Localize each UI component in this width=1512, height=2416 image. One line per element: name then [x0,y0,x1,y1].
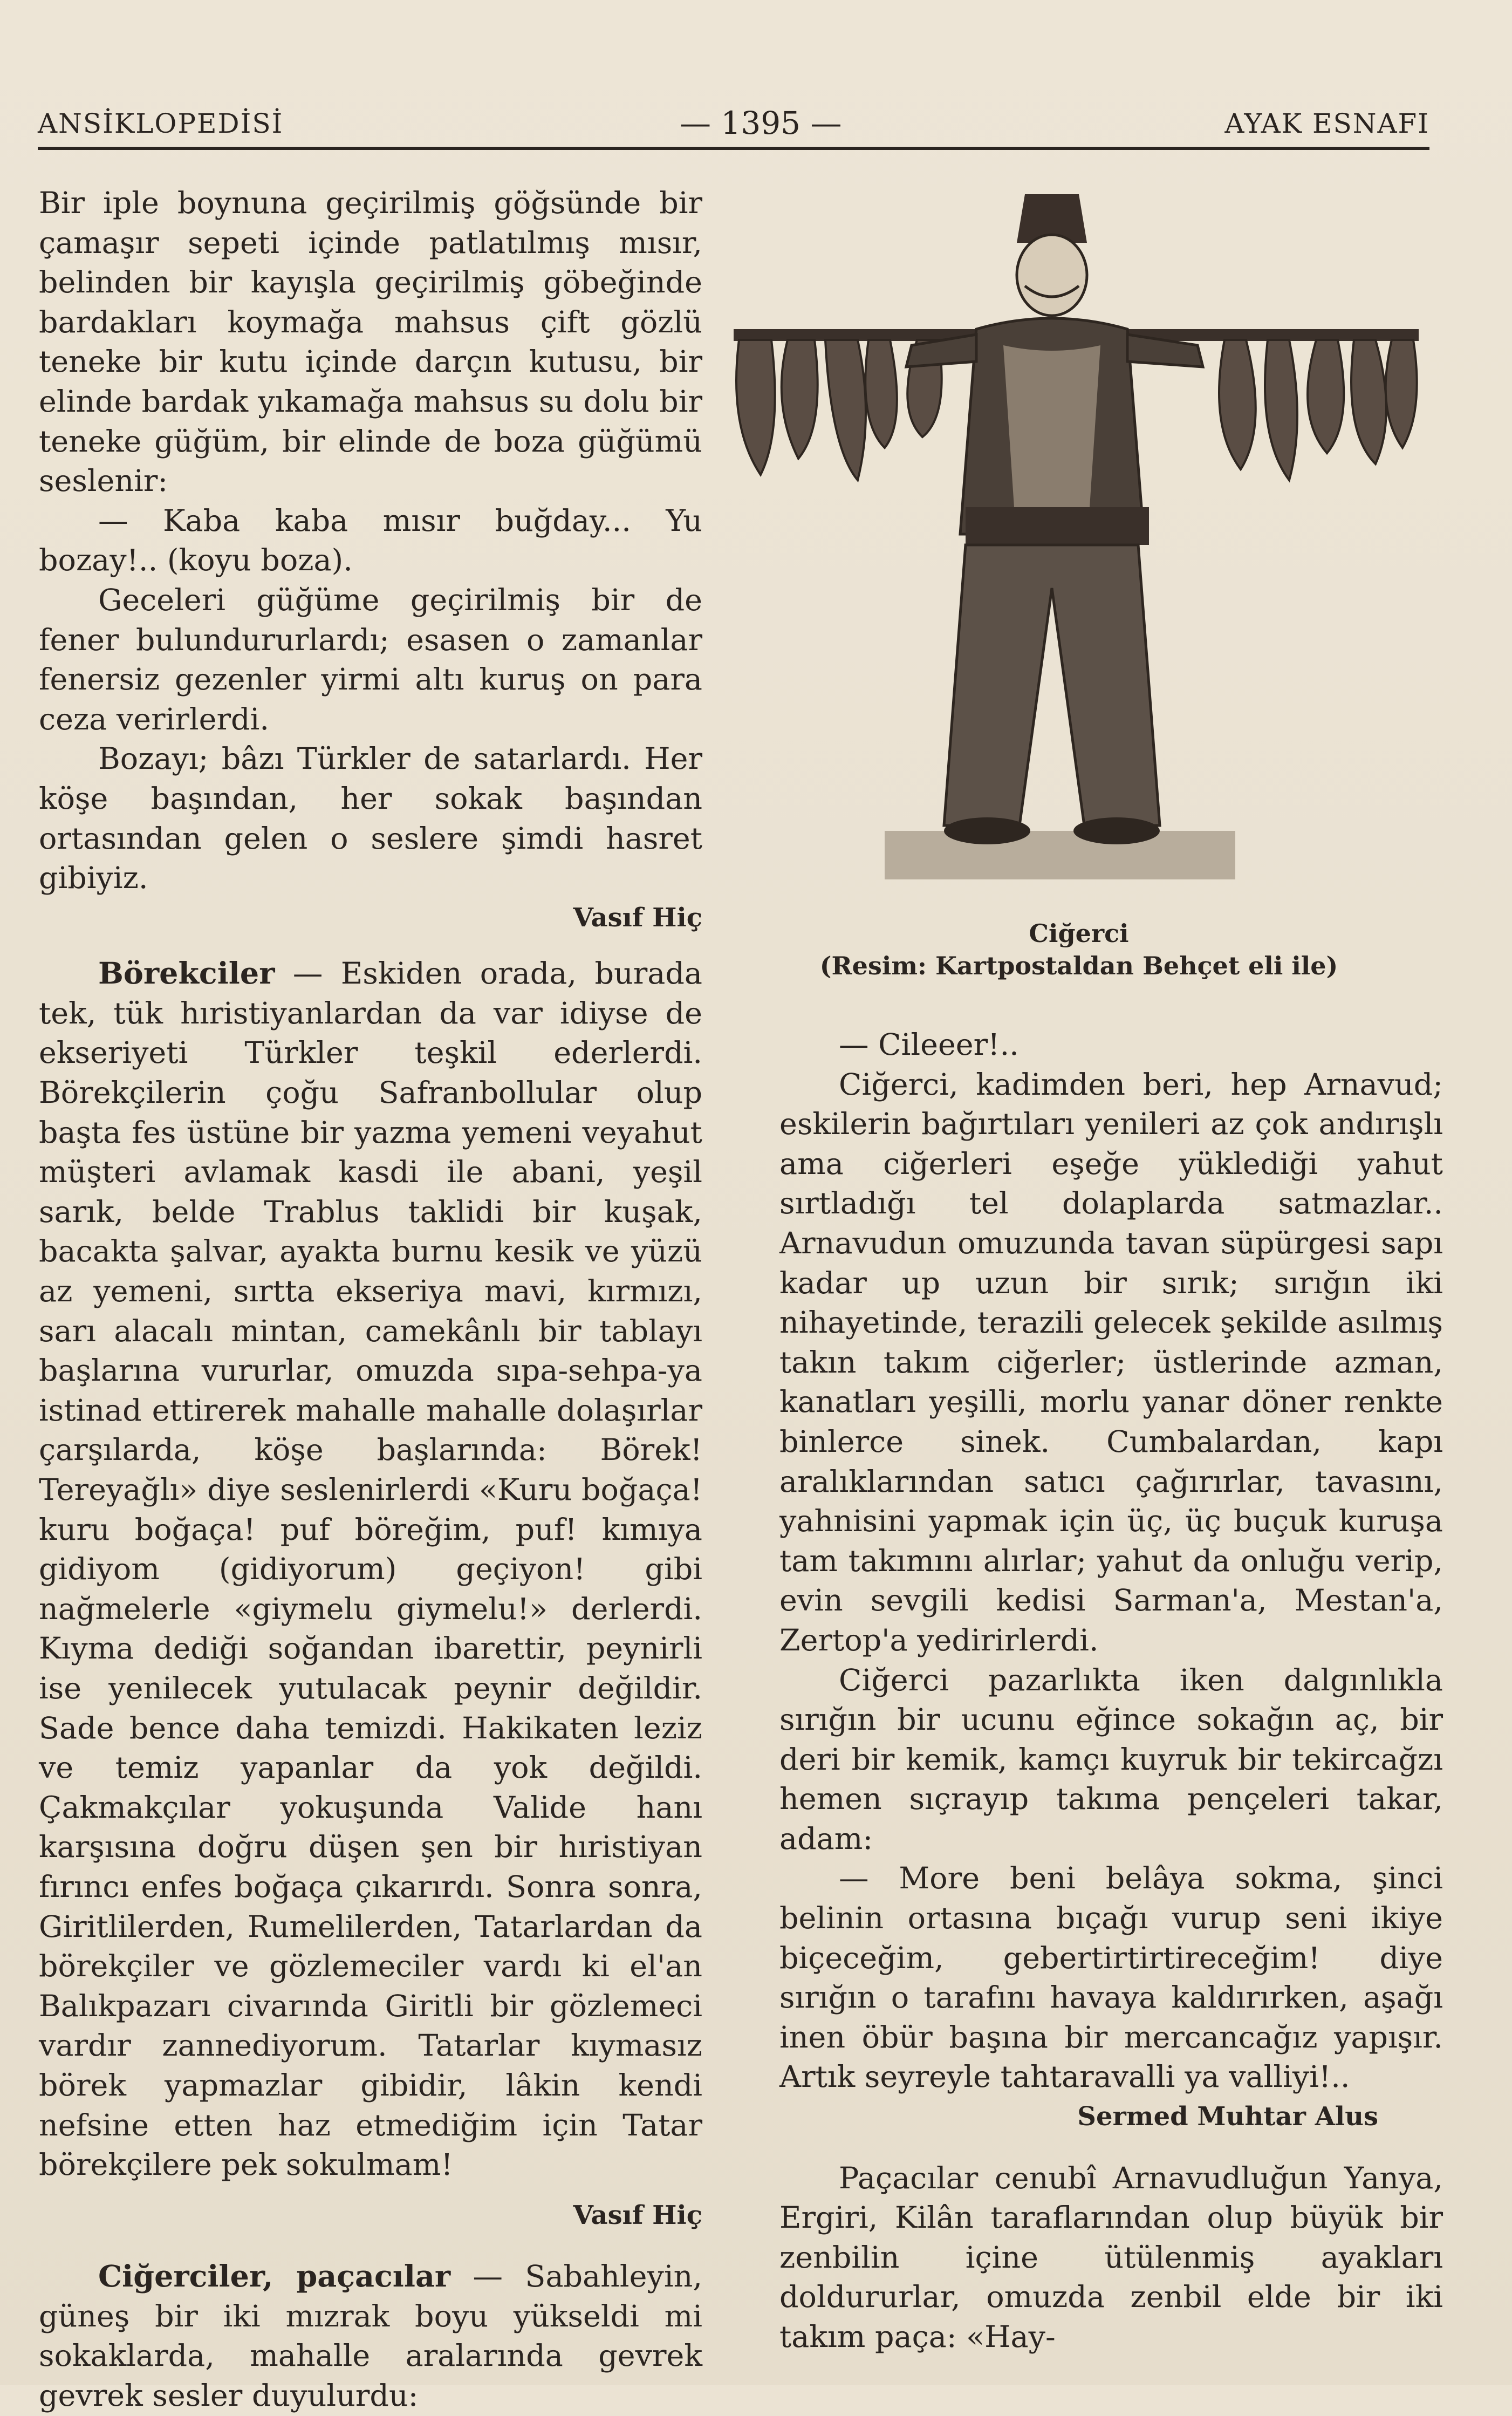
page-number: — 1395 — [680,105,842,141]
author-signature: Sermed Muhtar Alus [1077,2101,1378,2132]
section-title: Börekciler [98,956,275,992]
paragraph: — Kaba kaba mısır buğday... Yu bozay!.. (koyu boza). [39,503,702,578]
author-signature: Vasıf Hiç [573,902,702,933]
section-borekciler [39,954,702,2185]
paragraph: Ciğerci, kadimden beri, hep Arnavud; eskilerin bağırtıları yenileri az çok andırışlı ama ciğerleri eşeğe yüklediği yahut sırtladığı tel dolaplarda satmazlar.. Arnavudun omuzunda tavan süpürgesi sapı kadar up uzun bir sırık; sırığın iki nihayetinde, terazili gelecek şekilde asılmış takın takım ciğerler; üstlerinde azman, kanatları yeşilli, morlu yanar döner renkte binlerce sinek. Cumbalardan, kapı aralıklarından satıcı çağırırlar, tavasını, yahnisini yapmak için üç, üç buçuk kuruşa tam takımını alırlar; yahut da onluğu verip, evin sevgili kedisi Sarman'a, Mestan'a, Zertop'a yedirirlerdi. [779,1067,1443,1658]
caption-title: Ciğerci [1029,919,1129,948]
right-column [779,1025,1443,2357]
left-column [39,183,702,2416]
hanging-livers-right [1219,340,1417,480]
head [1017,235,1087,316]
paragraph: Paçacılar cenubî Arnavudluğun Yanya, Ergiri, Kilân taraflarından olup büyük bir zenbilin içine ütülenmiş ayakları doldururlar, omuzda zenbil elde bir iki takım paça: «Hay- [779,2160,1443,2354]
cigerci-illustration [723,183,1424,912]
page-header [38,105,1429,151]
section-cigerciler [39,2257,702,2415]
paragraph: — More beni belâya sokma, şinci belinin ortasına bıçağı vurup seni ikiye biçeceğim, gebertirtirtireceğim! diye sırığın o tarafını havaya kaldırırken, aşağı inen öbür başına bir mercancağız yapışır. Artık seyreyle tahtaravalli ya valliyi!.. [779,1861,1443,2095]
caption-credit: (Resim: Kartpostaldan Behçet eli ile) [819,951,1338,980]
ground [885,831,1235,879]
paragraph: Ciğerci pazarlıkta iken dalgınlıkla sırığın bir ucunu eğince sokağın aç, bir deri bir kemik, kamçı kuyruk bir tekircağzı hemen sıçrayıp takıma pençeleri takar, adam: [779,1662,1443,1857]
shirt [1003,345,1100,507]
running-title-right: AYAK ESNAFI [1224,108,1429,139]
sash [966,507,1149,545]
trousers [944,545,1160,825]
figure-caption [755,917,1402,982]
paragraph: Bozayı; bâzı Türkler de satarlardı. Her köşe başından, her sokak başından ortasından gelen o seslere şimdi hasret gibiyiz. [39,741,702,896]
section-title: Ciğerciler, paçacılar [98,2259,451,2295]
header-rule [38,147,1429,150]
section-text: — Sabahleyin, güneş bir iki mızrak boyu yükseldi mi sokaklarda, mahalle aralarında gevrek gevrek sesler duyulurdu: [39,2259,702,2414]
running-title-left: ANSİKLOPEDİSİ [38,108,284,139]
paragraph: Geceleri güğüme geçirilmiş bir de fener bulundururlardı; esasen o zamanlar fenersiz gezenler yirmi altı kuruş on para ceza verirlerdi. [39,582,702,737]
section-text: — Eskiden orada, burada tek, tük hıristiyanlardan da var idiyse de ekseriyeti Türkler teşkil ederlerdi. Börekçilerin çoğu Safranbollular olup başta fes üstüne bir yazma yemeni veyahut müşteri avlamak kasdi ile abani, yeşil sarık, belde Trablus taklidi bir kuşak, bacakta şalvar, ayakta burnu kesik ve yüzü az yemeni, sırtta ekseriya mavi, kırmızı, sarı alacalı mintan, camekânlı bir tablayı başlarına vururlar, omuzda sıpa-sehpa-ya istinad ettirerek mahalle mahalle dolaşırlar çarşılarda, köşe başlarında: Börek! Tereyağlı» diye seslenirlerdi «Kuru boğaça! kuru boğaça! puf böreğim, puf! kımıya gidiyom (gidiyorum) geçiyon! gibi nağmelerle «giymelu giymelu!» derlerdi. Kıyma dediği soğandan ibarettir, peynirli ise yenilecek yutulacak peynir değildir. Sade bence daha temizdi. Hakikaten leziz ve temiz yapanlar da yok değildi. Çakmakçılar yokuşunda Valide hanı karşısına doğru düşen şen bir hıristiyan fırıncı enfes boğaça çıkarırdı. Sonra sonra, Giritlilerden, Rumelilerden, Tatarlardan da börekçiler ve gözlemeciler vardı ki el'an Balıkpazarı civarında Giritli bir gözlemeci vardır zannediyorum. Tatarlar kıymasız börek yapmazlar gibidir, lâkin kendi nefsine etten haz etmediğim için Tatar börekçilere pek sokulmam! [39,956,702,2183]
author-signature: Vasıf Hiç [573,2200,702,2230]
paragraph: — Cileeer!.. [839,1027,1019,1062]
paragraph: Bir iple boynuna geçirilmiş göğsünde bir çamaşır sepeti içinde patlatılmış mısır, belinden bir kayışla geçirilmiş göbeğinde bardakları koymağa mahsus çift gözlü teneke bir kutu içinde darçın kutusu, bir elinde bardak yıkamağa mahsus su dolu bir teneke güğüm, bir elinde de boza güğümü seslenir: [39,186,702,499]
